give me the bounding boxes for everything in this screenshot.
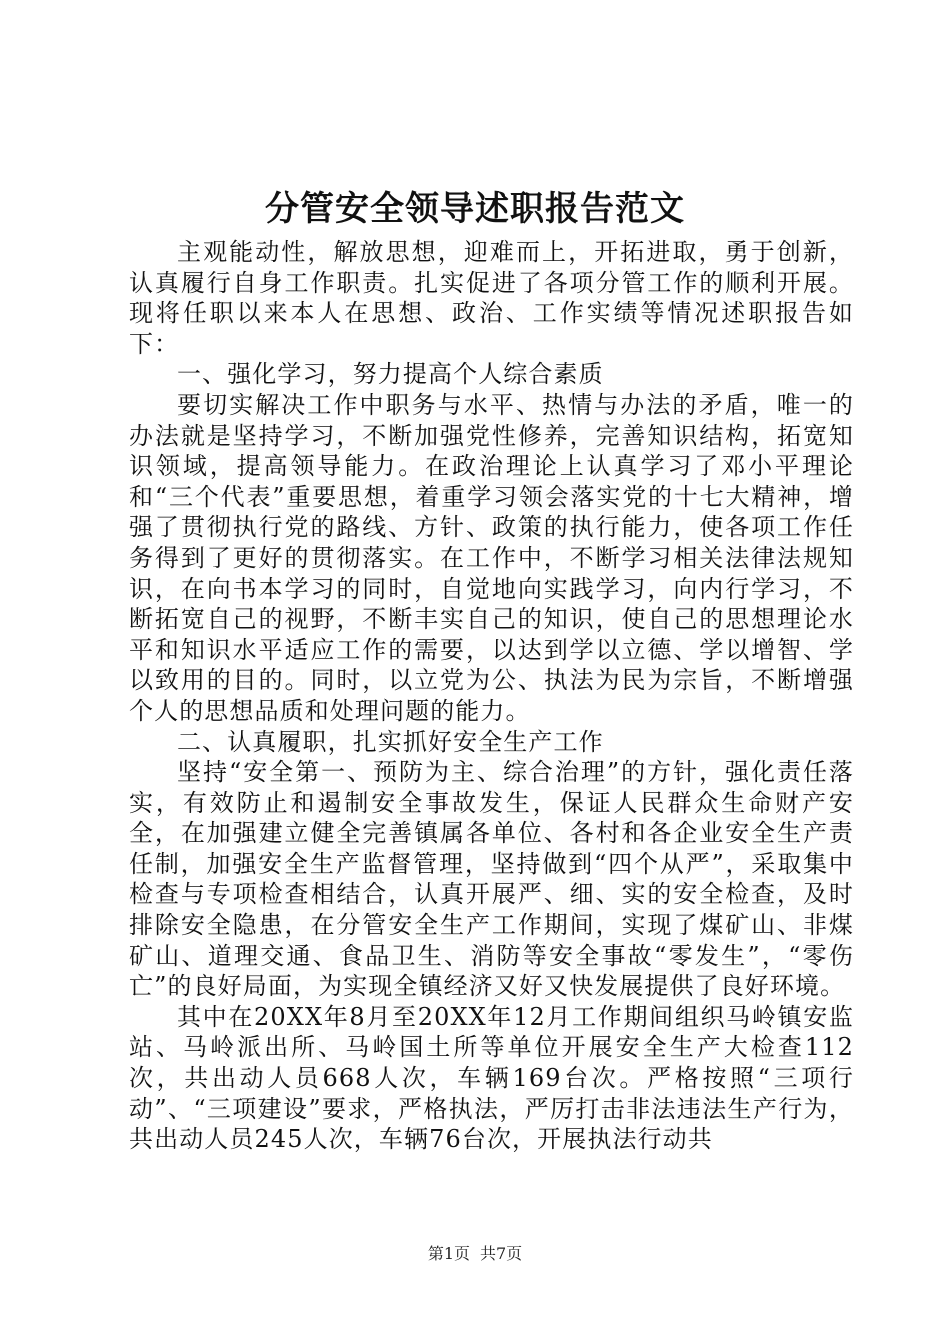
document-body: [129, 237, 854, 1155]
paragraph-intro: 主观能动性，解放思想，迎难而上，开拓进取，勇于创新，认真履行自身工作职责。扎实促进了各项分管工作的顺利开展。现将任职以来本人在思想、政治、工作实绩等情况述职报告如下：: [129, 238, 854, 358]
document-title: 分管安全领导述职报告范文: [265, 189, 685, 229]
paragraph-study: 要切实解决工作中职务与水平、热情与办法的矛盾，唯一的办法就是坚持学习，不断加强党性修养，完善知识结构，拓宽知识领域，提高领导能力。在政治理论上认真学习了邓小平理论和“三个代表”重要思想，着重学习领会落实党的十七大精神，增强了贯彻执行党的路线、方针、政策的执行能力，使各项工作任务得到了更好的贯彻落实。在工作中，不断学习相关法律法规知识，在向书本学习的同时，自觉地向实践学习，向内行学习，不断拓宽自己的视野，不断丰实自己的知识，使自己的思想理论水平和知识水平适应工作的需要，以达到学以立德、学以增智、学以致用的目的。同时，以立党为公、执法为民为宗旨，不断增强个人的思想品质和处理问题的能力。: [129, 390, 854, 725]
paragraph-safety: 坚持“安全第一、预防为主、综合治理”的方针，强化责任落实，有效防止和遏制安全事故发生，保证人民群众生命财产安全，在加强建立健全完善镇属各单位、各村和各企业安全生产责任制，加强安全生产监督管理，坚持做到“四个从严”，采取集中检查与专项检查相结合，认真开展严、细、实的安全检查，及时排除安全隐患，在分管安全生产工作期间，实现了煤矿山、非煤矿山、道理交通、食品卫生、消防等安全事故“零发生”，“零伤亡”的良好局面，为实现全镇经济又好又快发展提供了良好环境。: [129, 758, 854, 1001]
section-heading-1: 一、强化学习，努力提高个人综合素质: [177, 360, 604, 389]
page-number: 第1页: [427, 1244, 470, 1263]
page-footer: [0, 1243, 950, 1265]
paragraph-inspection: 其中在20XX年8月至20XX年12月工作期间组织马岭镇安监站、马岭派出所、马岭国土所等单位开展安全生产大检查112次，共出动人员668人次，车辆169台次。严格按照“三项行动”、“三项建设”要求，严格执法，严厉打击非法违法生产行为，共出动人员245人次，车辆76台次，开展执法行动共: [129, 1002, 854, 1154]
page-total: 共7页: [480, 1244, 523, 1263]
section-heading-2: 二、认真履职，扎实抓好安全生产工作: [177, 727, 604, 756]
